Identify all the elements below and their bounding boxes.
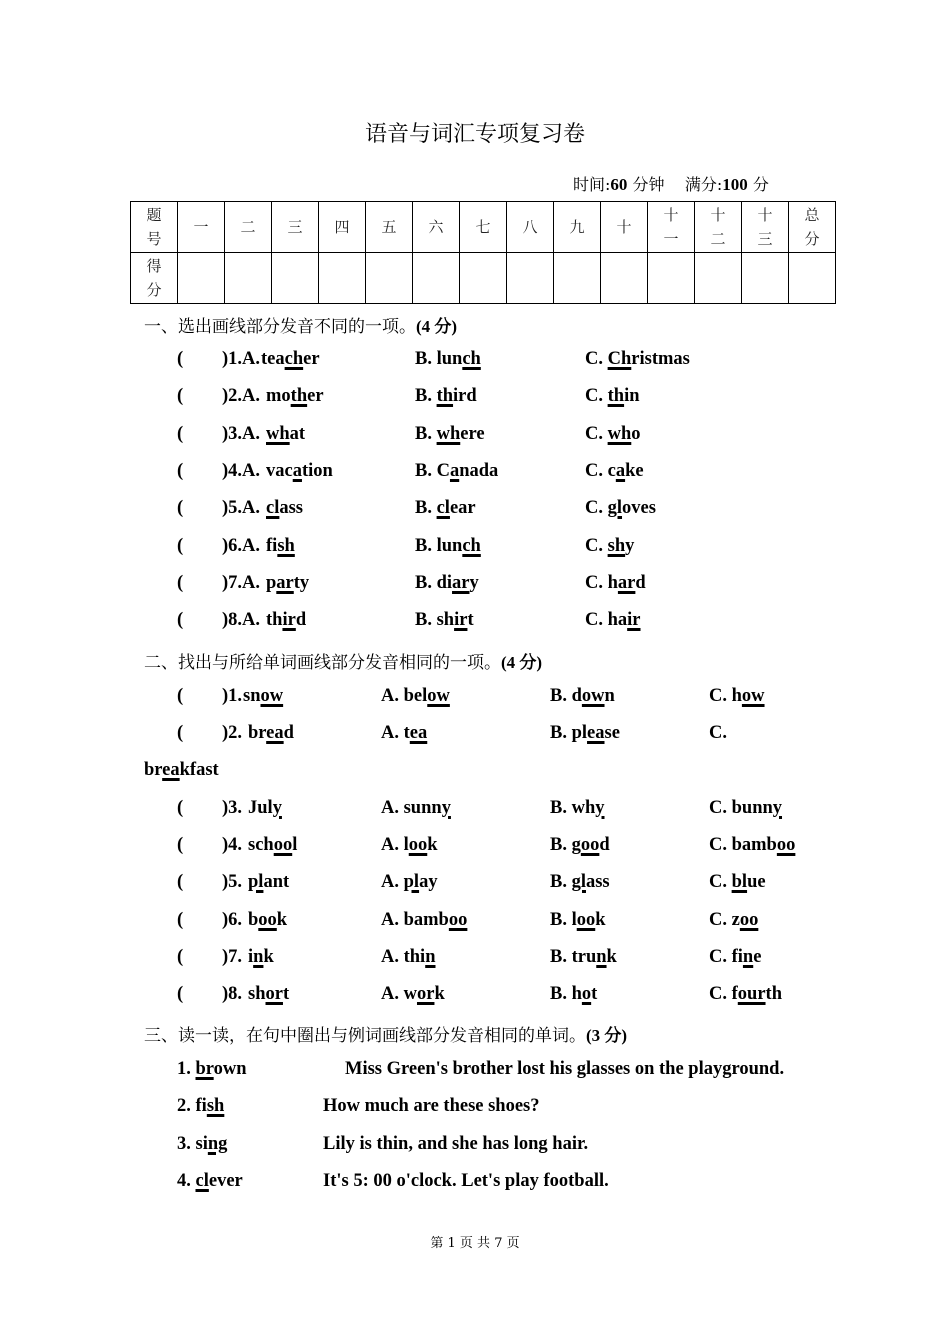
option-c: C.	[709, 723, 727, 743]
score-header-cell: 八	[507, 202, 554, 253]
underlined-part: y	[272, 798, 282, 818]
underlined-part: n	[425, 947, 436, 967]
option-a: class	[266, 498, 304, 519]
given-word: bread	[248, 723, 294, 743]
score-header-cell: 总 分	[789, 202, 836, 253]
underlined-part: ea	[587, 723, 605, 743]
underlined-part: gl	[571, 872, 586, 892]
option-c: C. zoo	[709, 910, 759, 930]
option-b: B. shirt	[415, 610, 474, 631]
option-b: B. lunch	[415, 349, 481, 369]
underlined-part: th	[290, 386, 308, 407]
section-3-title: 三、读一读，在句中圈出与例词画线部分发音相同的单词。(3 分)	[144, 1026, 628, 1046]
option-c: C. thin	[585, 386, 640, 407]
exam-meta: 时间:60 分钟 满分:100 分	[573, 175, 769, 194]
answer-blank[interactable]: (	[177, 349, 184, 369]
underlined-part: th	[607, 386, 625, 407]
question-number: )4.	[222, 835, 243, 855]
question-number: )2.A.	[222, 386, 261, 407]
option-a: A. play	[381, 872, 438, 892]
question-number: )1.A.	[222, 349, 261, 369]
underlined-part: y	[772, 798, 783, 818]
underlined-part: oo	[776, 835, 796, 855]
score-input-cell[interactable]	[648, 253, 695, 304]
question-number: )3.A.	[222, 423, 261, 444]
underlined-part: ch	[462, 349, 481, 369]
underlined-part: wh	[607, 423, 632, 444]
option-b: B. glass	[550, 872, 610, 892]
underlined-part: sh	[206, 1096, 225, 1117]
underlined-part: or	[416, 984, 435, 1004]
option-c: C. how	[709, 686, 765, 706]
underlined-part: cl	[195, 1170, 209, 1191]
score-input-cell[interactable]	[789, 253, 836, 304]
underlined-part: y	[595, 798, 605, 818]
answer-blank[interactable]: (	[177, 535, 184, 556]
given-word: short	[248, 984, 290, 1004]
score-input-cell[interactable]	[225, 253, 272, 304]
answer-blank[interactable]: (	[177, 610, 184, 631]
answer-blank[interactable]: (	[177, 910, 184, 930]
underlined-part: ch	[462, 535, 481, 556]
score-input-cell[interactable]	[460, 253, 507, 304]
underlined-part: ir	[627, 610, 641, 631]
score-header-cell: 六	[413, 202, 460, 253]
example-word: 3. sing	[177, 1133, 228, 1154]
option-a: party	[266, 572, 310, 593]
question-number: )5.A.	[222, 498, 261, 519]
score-input-cell[interactable]	[507, 253, 554, 304]
score-header-cell: 一	[178, 202, 225, 253]
option-a: mother	[266, 386, 324, 407]
example-word: 1. brown	[177, 1059, 247, 1079]
underlined-part: oo	[258, 910, 277, 930]
underlined-part: ar	[617, 572, 636, 593]
given-word: book	[248, 910, 288, 930]
given-word: plant	[248, 872, 290, 892]
score-input-cell[interactable]	[366, 253, 413, 304]
section-2-title: 二、找出与所给单词画线部分发音相同的一项。(4 分)	[144, 653, 543, 673]
score-header-cell: 四	[319, 202, 366, 253]
option-a: A. thin	[381, 947, 436, 967]
option-a: A. bamboo	[381, 910, 468, 930]
question-number: )6.	[222, 910, 243, 930]
underlined-part: a	[292, 460, 302, 481]
score-header-cell: 十	[601, 202, 648, 253]
underlined-part: gl	[607, 498, 623, 519]
sentence: It's 5: 00 o'clock. Let's play football.	[323, 1170, 609, 1191]
option-a: teacher	[261, 349, 320, 369]
option-c: C. fourth	[709, 984, 782, 1004]
sentence: Miss Green's brother lost his glasses on the playground.	[345, 1059, 785, 1079]
underlined-part: ar	[276, 572, 294, 593]
underlined-part: pl	[403, 872, 420, 892]
option-a: A. tea	[381, 723, 428, 743]
option-a: A. below	[381, 686, 450, 706]
score-header-cell: 五	[366, 202, 413, 253]
option-a: A. look	[381, 835, 438, 855]
option-b: B. trunk	[550, 947, 617, 967]
option-c: C. cake	[585, 460, 644, 481]
score-header-label: 题 号	[131, 202, 178, 253]
question-number: )1.	[222, 686, 243, 706]
option-c: C. blue	[709, 872, 766, 892]
underlined-part: cl	[266, 498, 280, 519]
example-word: 2. fish	[177, 1096, 225, 1117]
score-table	[130, 201, 836, 304]
option-a: third	[266, 610, 307, 631]
question-number: )3.	[222, 798, 243, 818]
option-b: B. Canada	[415, 460, 499, 481]
score-header-cell: 十 一	[648, 202, 695, 253]
given-word: snow	[243, 686, 284, 706]
underlined-part: n	[742, 947, 754, 967]
score-header-cell: 十 二	[695, 202, 742, 253]
question-number: )6.A.	[222, 535, 261, 556]
answer-blank[interactable]: (	[177, 872, 184, 892]
option-c: C. shy	[585, 535, 635, 556]
score-header-cell: 七	[460, 202, 507, 253]
underlined-part: ea	[409, 723, 428, 743]
option-a: what	[266, 423, 306, 444]
underlined-part: Ch	[607, 349, 632, 369]
given-word: ink	[248, 947, 274, 967]
option-a: fish	[266, 535, 295, 556]
underlined-part: oo	[408, 835, 428, 855]
underlined-part: bl	[731, 872, 748, 892]
underlined-part: ir	[282, 610, 296, 631]
answer-blank[interactable]: (	[177, 498, 184, 519]
option-b: B. why	[550, 798, 605, 818]
question-number: )5.	[222, 872, 243, 892]
answer-blank[interactable]: (	[177, 947, 184, 967]
answer-blank[interactable]: (	[177, 686, 184, 706]
underlined-part: th	[436, 386, 454, 407]
option-c: C. Christmas	[585, 349, 690, 369]
option-a: vacation	[266, 460, 333, 481]
underlined-part: ea	[162, 760, 180, 780]
option-a: A. sunny	[381, 798, 451, 818]
underlined-part: ir	[454, 610, 468, 631]
underlined-part: oo	[580, 835, 600, 855]
underlined-part: wh	[266, 423, 290, 444]
score-header-cell: 三	[272, 202, 319, 253]
option-b: B. diary	[415, 572, 479, 593]
underlined-part: ar	[452, 572, 470, 593]
underlined-part: ow	[260, 686, 284, 706]
underlined-part: ow	[427, 686, 450, 706]
underlined-part: ng	[207, 1133, 228, 1154]
option-b: B. please	[550, 723, 620, 743]
score-input-cell[interactable]	[178, 253, 225, 304]
underlined-part: y	[441, 798, 451, 818]
answer-blank[interactable]: (	[177, 423, 184, 444]
underlined-part: sh	[607, 535, 626, 556]
option-b: B. good	[550, 835, 610, 855]
underlined-part: n	[253, 947, 264, 967]
option-b: B. down	[550, 686, 615, 706]
question-number: )8.A.	[222, 610, 261, 631]
option-c-wrapped: breakfast	[144, 760, 219, 780]
example-word: 4. clever	[177, 1170, 243, 1191]
underlined-part: n	[596, 947, 607, 967]
underlined-part: oo	[576, 910, 596, 930]
underlined-part: a	[449, 460, 460, 481]
option-c: C. who	[585, 423, 641, 444]
underlined-part: pl	[248, 872, 264, 892]
score-input-cell[interactable]	[319, 253, 366, 304]
answer-blank[interactable]: (	[177, 723, 184, 743]
question-number: )8.	[222, 984, 243, 1004]
answer-blank[interactable]: (	[177, 386, 184, 407]
option-b: B. look	[550, 910, 606, 930]
question-number: )4.A.	[222, 460, 261, 481]
score-header-cell: 九	[554, 202, 601, 253]
answer-blank[interactable]: (	[177, 572, 184, 593]
underlined-part: oo	[273, 835, 293, 855]
option-b: B. third	[415, 386, 477, 407]
score-input-cell[interactable]	[554, 253, 601, 304]
option-c: C. bamboo	[709, 835, 796, 855]
option-b: B. clear	[415, 498, 476, 519]
underlined-part: ow	[741, 686, 765, 706]
answer-blank[interactable]: (	[177, 835, 184, 855]
question-number: )7.	[222, 947, 243, 967]
answer-blank[interactable]: (	[177, 798, 184, 818]
sentence: How much are these shoes?	[323, 1096, 540, 1117]
score-input-cell[interactable]	[742, 253, 789, 304]
option-c: C. hard	[585, 572, 646, 593]
given-word: school	[248, 835, 298, 855]
score-input-cell[interactable]	[413, 253, 460, 304]
given-word: July	[248, 798, 282, 818]
underlined-part: ea	[266, 723, 284, 743]
score-header-cell: 十 三	[742, 202, 789, 253]
option-b: B. where	[415, 423, 485, 444]
underlined-part: a	[615, 460, 626, 481]
score-row-label: 得 分	[131, 253, 178, 304]
score-input-cell[interactable]	[272, 253, 319, 304]
underlined-part: br	[195, 1059, 214, 1079]
question-number: )2.	[222, 723, 243, 743]
underlined-part: our	[737, 984, 766, 1004]
underlined-part: o	[581, 984, 592, 1004]
score-input-cell[interactable]	[601, 253, 648, 304]
question-number: )7.A.	[222, 572, 261, 593]
page-footer: 第 1 页 共 7 页	[430, 1236, 520, 1251]
underlined-part: sh	[277, 535, 295, 556]
score-header-cell: 二	[225, 202, 272, 253]
score-input-cell[interactable]	[695, 253, 742, 304]
option-b: B. hot	[550, 984, 598, 1004]
page-title: 语音与词汇专项复习卷	[364, 122, 585, 147]
answer-blank[interactable]: (	[177, 460, 184, 481]
underlined-part: ch	[284, 349, 304, 369]
underlined-part: oo	[448, 910, 468, 930]
underlined-part: cl	[436, 498, 450, 519]
underlined-part: oo	[739, 910, 759, 930]
option-a: A. work	[381, 984, 445, 1004]
option-c: C. gloves	[585, 498, 656, 519]
option-b: B. lunch	[415, 535, 481, 556]
underlined-part: wh	[436, 423, 461, 444]
option-c: C. hair	[585, 610, 641, 631]
underlined-part: or	[265, 984, 283, 1004]
underlined-part: ow	[581, 686, 605, 706]
answer-blank[interactable]: (	[177, 984, 184, 1004]
sentence: Lily is thin, and she has long hair.	[323, 1133, 589, 1154]
section-1-title: 一、选出画线部分发音不同的一项。(4 分)	[144, 317, 458, 337]
option-c: C. fine	[709, 947, 762, 967]
option-c: C. bunny	[709, 798, 783, 818]
